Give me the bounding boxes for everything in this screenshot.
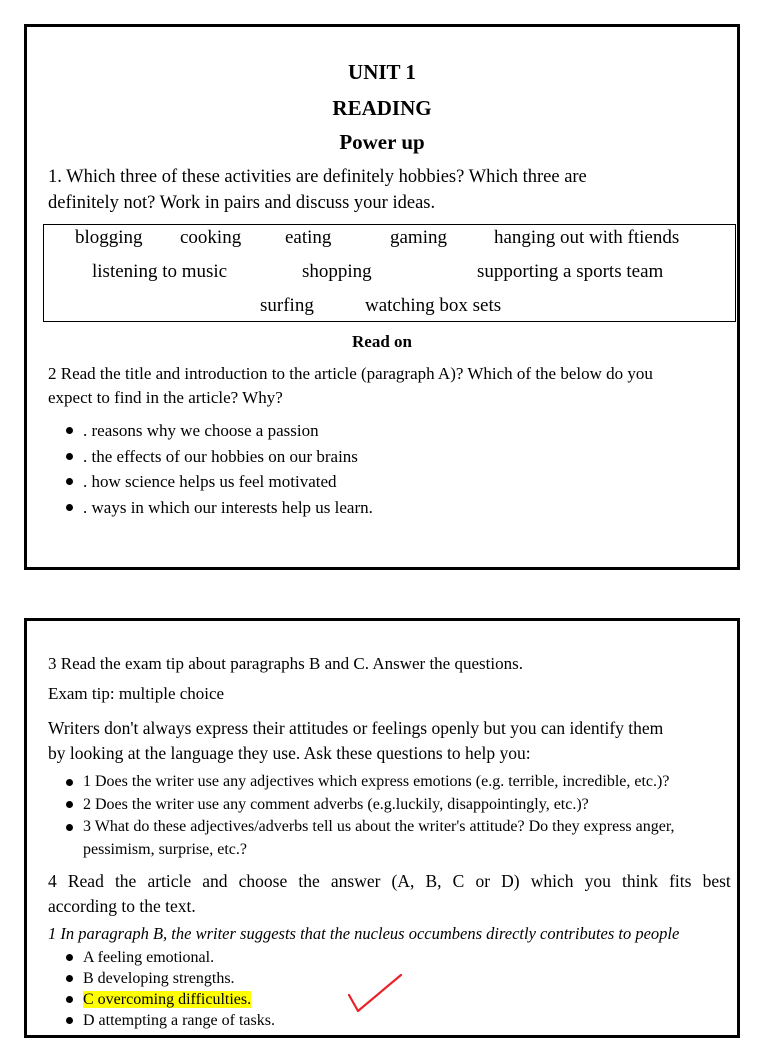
activities-word-box — [43, 224, 736, 322]
list-item: 2 Does the writer use any comment adverbs (e.g.luckily, disappointingly, etc.)? — [48, 794, 675, 817]
activity-word: watching box sets — [365, 295, 502, 316]
answer-option: D attempting a range of tasks. — [48, 1010, 275, 1031]
bullet-dot-icon — [66, 1017, 73, 1024]
worksheet-page-2 — [24, 618, 740, 1038]
activity-word: surfing — [260, 295, 314, 316]
bullet-dot-icon — [66, 975, 73, 982]
list-item: 3 What do these adjectives/adverbs tell us about the writer's attitude? Do they express anger, — [48, 816, 675, 839]
question-2-line-1: 2 Read the title and introduction to the article (paragraph A)? Which of the below do you — [48, 364, 653, 383]
activity-word: listening to music — [92, 261, 228, 282]
bullet-dot-icon — [66, 427, 73, 434]
question-2-bullets — [48, 418, 373, 520]
bullet-dot-icon — [66, 824, 73, 831]
unit-title: UNIT 1 — [348, 60, 416, 84]
activity-word: shopping — [302, 261, 372, 282]
checkmark-icon — [345, 971, 405, 1019]
question-3: 3 Read the exam tip about paragraphs B and C. Answer the questions. — [48, 654, 523, 673]
highlighted-answer: C overcoming difficulties. — [83, 991, 252, 1008]
activity-word: hanging out with ftiends — [494, 227, 680, 248]
list-item: . reasons why we choose a passion — [48, 418, 373, 444]
bullet-dot-icon — [66, 954, 73, 961]
read-on-title: Read on — [352, 332, 412, 351]
bullet-dot-icon — [66, 996, 73, 1003]
answer-option: A feeling emotional. — [48, 947, 275, 968]
list-item: . the effects of our hobbies on our brains — [48, 444, 373, 470]
bullet-dot-icon — [66, 779, 73, 786]
question-1-line-2: definitely not? Work in pairs and discuss your ideas. — [48, 193, 436, 213]
activity-word: supporting a sports team — [477, 261, 664, 282]
question-1 — [48, 164, 731, 216]
exam-tip-questions — [48, 771, 675, 861]
question-4-line-2: according to the text. — [48, 895, 196, 916]
activity-word: gaming — [390, 227, 447, 248]
answer-option: B developing strengths. — [48, 968, 275, 989]
exam-tip-line-1: Writers don't always express their attitudes or feelings openly but you can identify them — [48, 718, 664, 738]
question-4-item-1-options — [48, 947, 275, 1031]
answer-option-highlighted — [48, 989, 275, 1010]
bullet-dot-icon — [66, 478, 73, 485]
section-title: READING — [332, 96, 432, 120]
exam-tip-text — [48, 716, 738, 766]
question-4-item-1-stem: 1 In paragraph B, the writer suggests that the nucleus occumbens directly contributes to people — [48, 924, 680, 943]
bullet-dot-icon — [66, 801, 73, 808]
question-2-line-2: expect to find in the article? Why? — [48, 388, 283, 407]
exam-tip-title: Exam tip: multiple choice — [48, 684, 225, 703]
bullet-dot-icon — [66, 504, 73, 511]
exam-tip-line-2: by looking at the language they use. Ask these questions to help you: — [48, 743, 531, 763]
list-item: . ways in which our interests help us learn. — [48, 495, 373, 521]
bullet-dot-icon — [66, 453, 73, 460]
question-2 — [48, 362, 738, 410]
activity-word: cooking — [180, 227, 242, 248]
list-item: . how science helps us feel motivated — [48, 469, 373, 495]
list-item-continuation: pessimism, surprise, etc.? — [83, 840, 247, 858]
question-4-line-1: 4 Read the article and choose the answer (A, B, C or D) which you think fits best — [48, 871, 731, 891]
activity-word: eating — [285, 227, 332, 248]
list-item: 1 Does the writer use any adjectives which express emotions (e.g. terrible, incredible, etc.)? — [48, 771, 675, 794]
worksheet-page-1 — [24, 24, 740, 570]
activity-word: blogging — [75, 227, 143, 248]
power-up-title: Power up — [339, 130, 425, 154]
question-1-line-1: 1. Which three of these activities are definitely hobbies? Which three are — [48, 167, 587, 187]
question-4 — [48, 869, 731, 918]
